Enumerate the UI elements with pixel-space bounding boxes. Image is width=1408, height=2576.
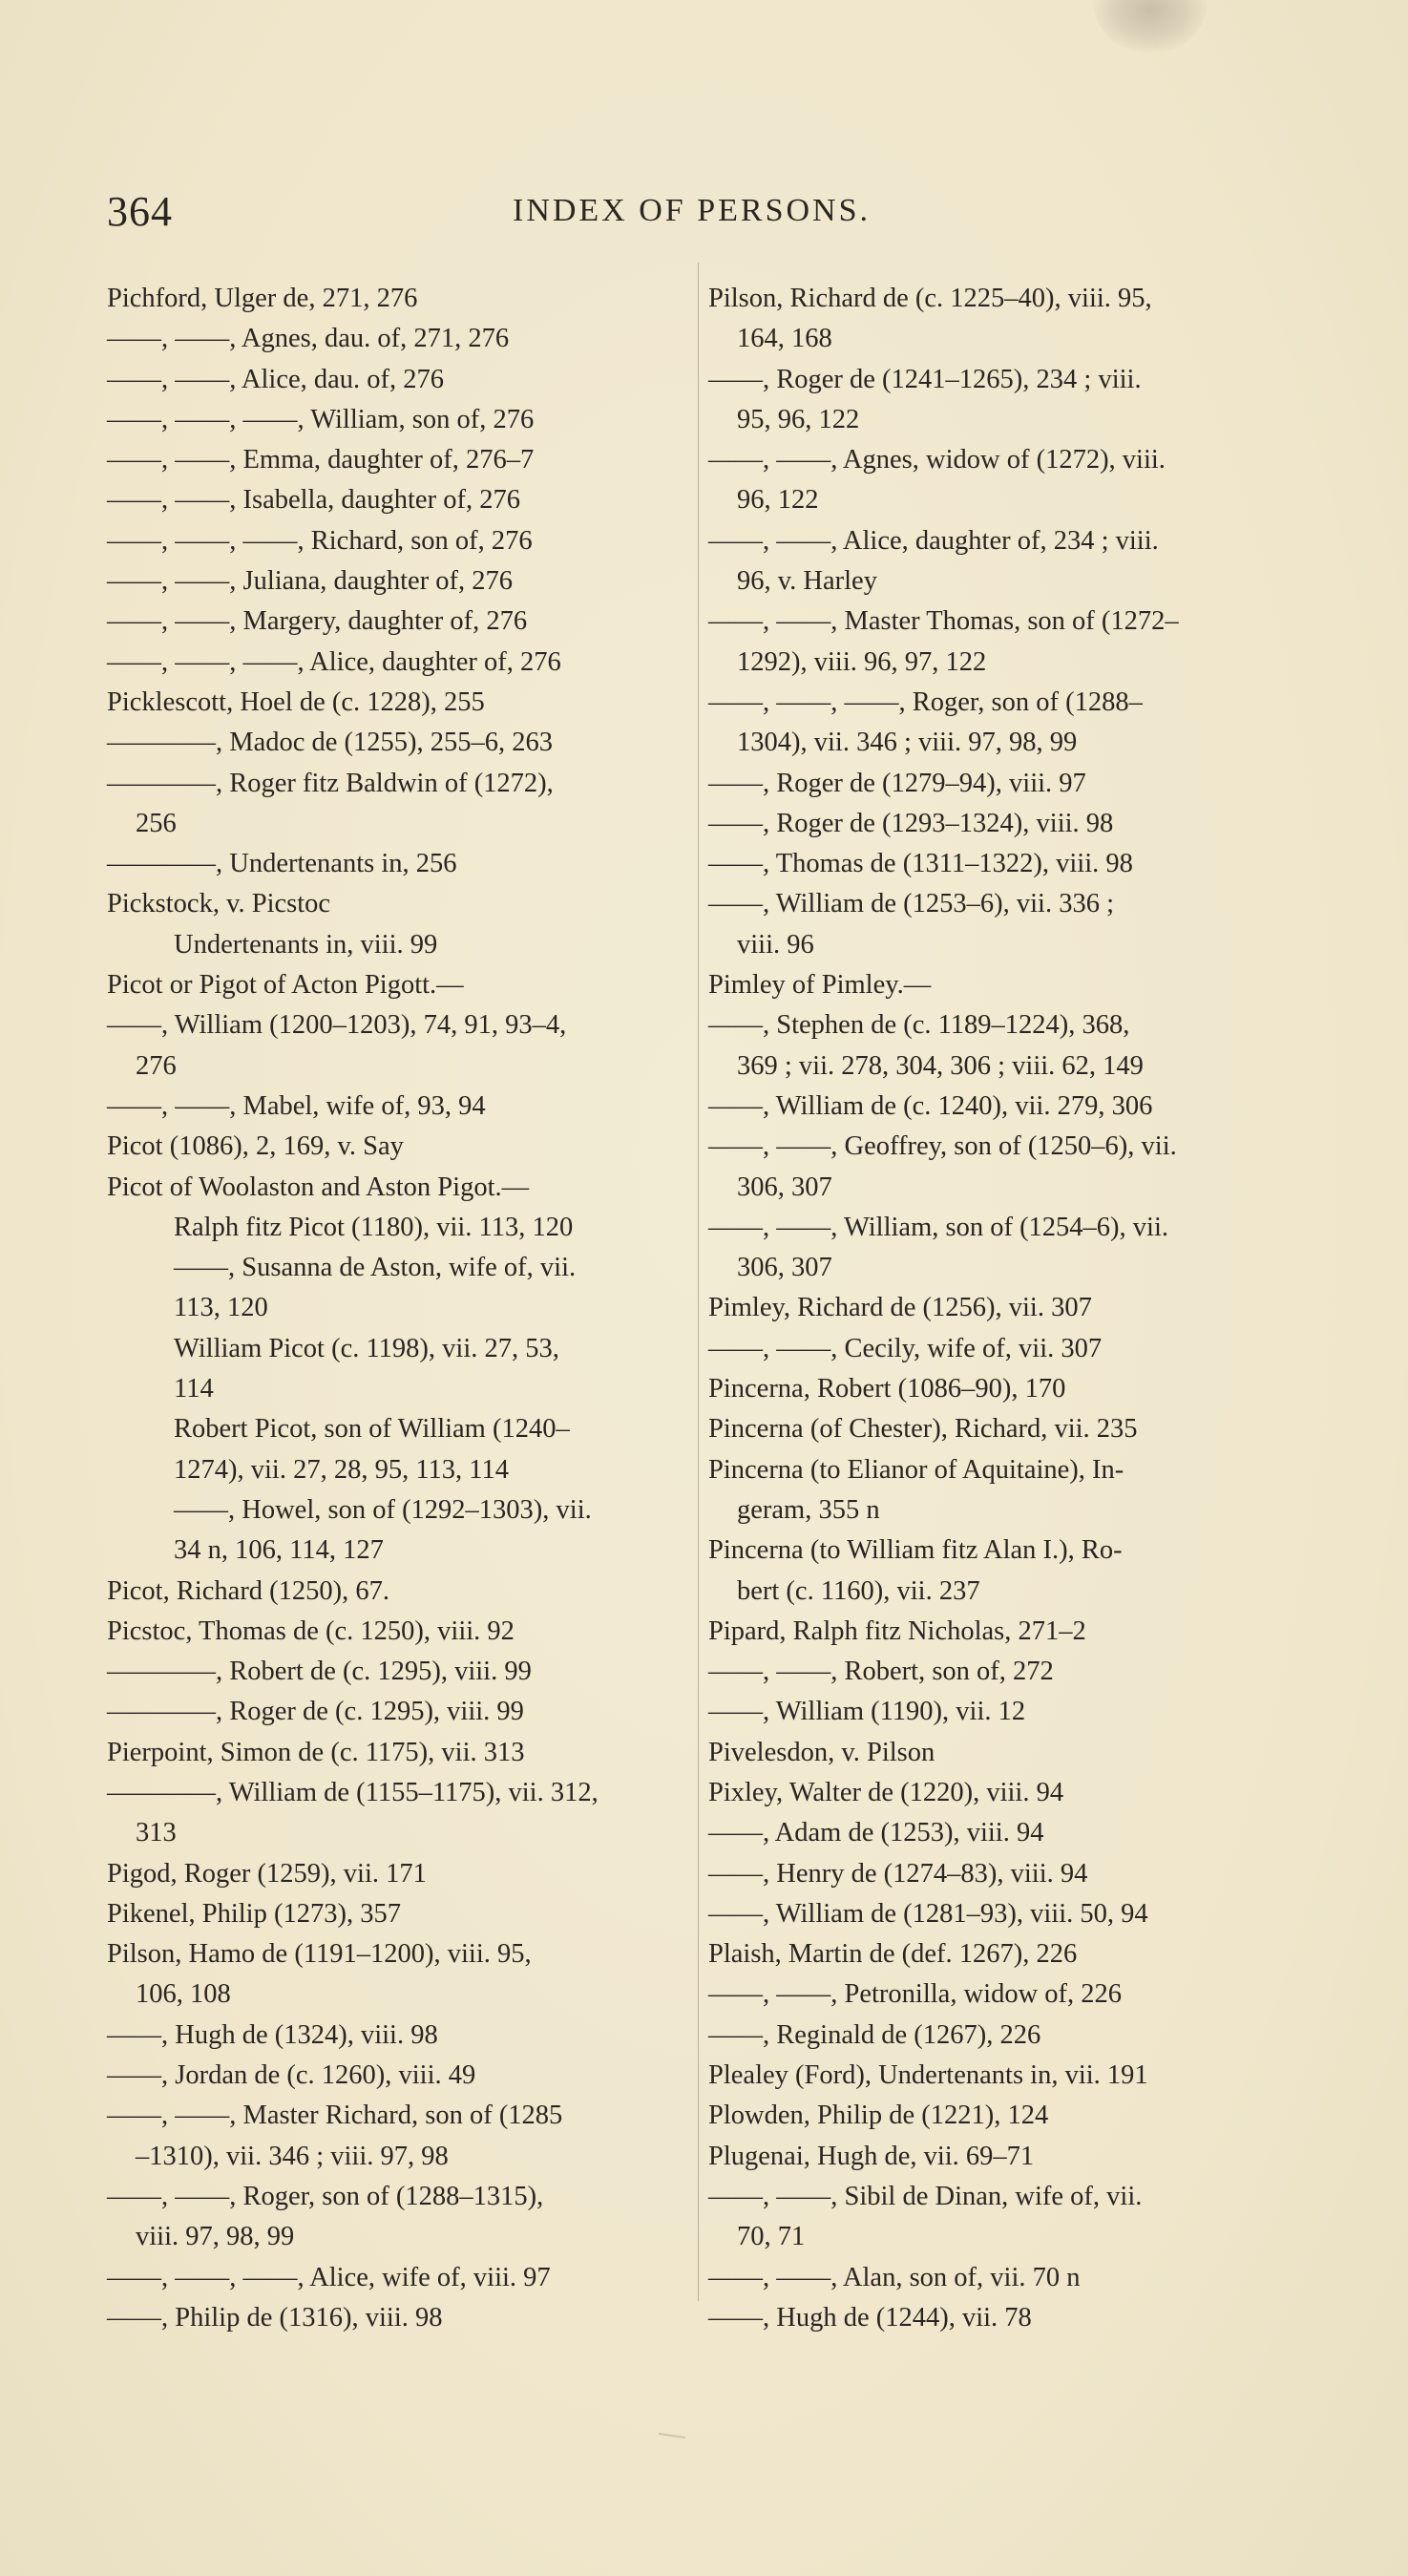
index-entry: ——, ——, Agnes, widow of (1272), viii. bbox=[708, 445, 1166, 475]
index-entry: ——, William de (1253–6), vii. 336 ; bbox=[708, 889, 1114, 919]
index-entry: ————, Roger de (c. 1295), viii. 99 bbox=[107, 1697, 524, 1727]
index-entry: ——, ——, Alice, daughter of, 234 ; viii. bbox=[708, 525, 1159, 556]
index-entry: ——, ——, Mabel, wife of, 93, 94 bbox=[107, 1090, 486, 1121]
index-entry: Pikenel, Philip (1273), 357 bbox=[107, 1898, 401, 1929]
index-entry: ——, ——, Alice, dau. of, 276 bbox=[107, 364, 445, 394]
index-entry: ——, ——, Juliana, daughter of, 276 bbox=[107, 566, 514, 597]
index-entry: Pimley of Pimley.— bbox=[708, 970, 932, 1001]
index-entry: Picot of Woolaston and Aston Pigot.— bbox=[107, 1172, 530, 1202]
index-entry: ——, Roger de (1241–1265), 234 ; viii. bbox=[708, 364, 1142, 394]
index-entry: Picstoc, Thomas de (c. 1250), viii. 92 bbox=[107, 1615, 515, 1646]
index-entry: ——, ——, ——, Alice, wife of, viii. 97 bbox=[107, 2262, 551, 2292]
index-entry: ——, Roger de (1293–1324), viii. 98 bbox=[708, 808, 1114, 838]
page-header bbox=[107, 187, 1310, 235]
index-entry: ——, ——, Geoffrey, son of (1250–6), vii. bbox=[708, 1131, 1177, 1162]
index-entry: 96, 122 bbox=[737, 485, 819, 516]
index-entry: ——, Jordan de (c. 1260), viii. 49 bbox=[107, 2060, 476, 2091]
index-entry: Pimley, Richard de (1256), vii. 307 bbox=[708, 1293, 1092, 1323]
index-entry: ——, Thomas de (1311–1322), viii. 98 bbox=[708, 849, 1133, 879]
index-entry: Pigod, Roger (1259), vii. 171 bbox=[107, 1858, 427, 1889]
index-entry: Picot, Richard (1250), 67. bbox=[107, 1575, 390, 1606]
index-entry: Plowden, Philip de (1221), 124 bbox=[708, 2101, 1049, 2131]
index-entry: ——, ——, ——, Roger, son of (1288– bbox=[708, 686, 1143, 717]
index-entry: ——, ——, ——, Alice, daughter of, 276 bbox=[107, 646, 561, 677]
index-entry: 306, 307 bbox=[737, 1253, 832, 1283]
index-entry: viii. 97, 98, 99 bbox=[136, 2222, 295, 2252]
index-entry: Picklescott, Hoel de (c. 1228), 255 bbox=[107, 686, 485, 717]
index-entry: Pixley, Walter de (1220), viii. 94 bbox=[708, 1777, 1064, 1807]
index-entry: Pivelesdon, v. Pilson bbox=[708, 1737, 935, 1767]
index-entry: Undertenants in, viii. 99 bbox=[174, 929, 438, 960]
index-entry: ————, William de (1155–1175), vii. 312, bbox=[107, 1777, 599, 1807]
index-entry: ——, ——, ——, Richard, son of, 276 bbox=[107, 525, 533, 556]
index-entry: 96, v. Harley bbox=[737, 566, 877, 597]
index-entry: Picot or Pigot of Acton Pigott.— bbox=[107, 970, 464, 1001]
index-entry: ——, ——, Master Richard, son of (1285 bbox=[107, 2101, 563, 2131]
index-entry: Pichford, Ulger de, 271, 276 bbox=[107, 284, 418, 313]
index-entry: Pilson, Hamo de (1191–1200), viii. 95, bbox=[107, 1939, 532, 1970]
index-entry: Pierpoint, Simon de (c. 1175), vii. 313 bbox=[107, 1737, 525, 1767]
index-entry: ————, Roger fitz Baldwin of (1272), bbox=[107, 768, 554, 798]
index-entry: 114 bbox=[174, 1374, 214, 1404]
index-entry: William Picot (c. 1198), vii. 27, 53, bbox=[174, 1333, 559, 1363]
index-column-right bbox=[708, 279, 1291, 2338]
index-entry: ——, ——, ——, William, son of, 276 bbox=[107, 404, 535, 434]
index-entry: 276 bbox=[136, 1050, 177, 1081]
index-entry: 1304), vii. 346 ; viii. 97, 98, 99 bbox=[737, 728, 1078, 758]
index-entry: ——, Stephen de (c. 1189–1224), 368, bbox=[708, 1010, 1130, 1041]
index-entry: Pickstock, v. Picstoc bbox=[107, 889, 331, 919]
index-entry: geram, 355 n bbox=[737, 1494, 880, 1525]
index-entry: ——, Susanna de Aston, wife of, vii. bbox=[174, 1253, 577, 1283]
index-entry: bert (c. 1160), vii. 237 bbox=[737, 1575, 980, 1606]
index-entry: Pincerna (of Chester), Richard, vii. 235 bbox=[708, 1414, 1138, 1445]
index-entry: 369 ; vii. 278, 304, 306 ; viii. 62, 149 bbox=[737, 1050, 1144, 1081]
index-entry: ——, ——, Robert, son of, 272 bbox=[708, 1657, 1054, 1687]
index-entry: ——, William (1190), vii. 12 bbox=[708, 1697, 1026, 1727]
index-entry: Pincerna (to William fitz Alan I.), Ro- bbox=[708, 1535, 1123, 1566]
index-entry: ——, ——, Emma, daughter of, 276–7 bbox=[107, 445, 535, 475]
index-entry: 313 bbox=[136, 1818, 177, 1848]
index-entry: Plealey (Ford), Undertenants in, vii. 191 bbox=[708, 2060, 1148, 2091]
index-entry: 106, 108 bbox=[136, 1979, 231, 2010]
index-entry: Plugenai, Hugh de, vii. 69–71 bbox=[708, 2141, 1035, 2171]
running-title: INDEX OF PERSONS. bbox=[513, 193, 871, 228]
index-entry: Picot (1086), 2, 169, v. Say bbox=[107, 1131, 404, 1162]
index-entry: ——, ——, Isabella, daughter of, 276 bbox=[107, 485, 520, 516]
index-entry: Ralph fitz Picot (1180), vii. 113, 120 bbox=[174, 1212, 574, 1242]
index-entry: 164, 168 bbox=[737, 324, 832, 354]
index-entry: ——, ——, Alan, son of, vii. 70 n bbox=[708, 2262, 1081, 2292]
index-entry: ——, ——, Master Thomas, son of (1272– bbox=[708, 606, 1179, 637]
index-entry: ——, ——, Sibil de Dinan, wife of, vii. bbox=[708, 2181, 1143, 2211]
index-entry: 113, 120 bbox=[174, 1293, 268, 1323]
index-entry: ————, Robert de (c. 1295), viii. 99 bbox=[107, 1657, 532, 1687]
index-entry: ——, Philip de (1316), viii. 98 bbox=[107, 2302, 443, 2333]
index-entry: ——, ——, Agnes, dau. of, 271, 276 bbox=[107, 324, 510, 354]
index-entry: Robert Picot, son of William (1240– bbox=[174, 1414, 570, 1445]
page-number: 364 bbox=[107, 188, 173, 235]
index-entry: ——, William de (1281–93), viii. 50, 94 bbox=[708, 1898, 1148, 1929]
index-entry: 1274), vii. 27, 28, 95, 113, 114 bbox=[174, 1454, 509, 1485]
index-entry: ————, Madoc de (1255), 255–6, 263 bbox=[107, 728, 554, 758]
index-entry: ——, ——, Cecily, wife of, vii. 307 bbox=[708, 1333, 1103, 1363]
index-entry: Pincerna, Robert (1086–90), 170 bbox=[708, 1374, 1066, 1404]
index-entry: Pilson, Richard de (c. 1225–40), viii. 95, bbox=[708, 284, 1152, 313]
index-entry: –1310), vii. 346 ; viii. 97, 98 bbox=[136, 2141, 449, 2171]
index-entry: Pincerna (to Elianor of Aquitaine), In- bbox=[708, 1454, 1124, 1485]
index-entry: Plaish, Martin de (def. 1267), 226 bbox=[708, 1939, 1078, 1970]
page-stain bbox=[1093, 0, 1208, 53]
index-entry: ——, Reginald de (1267), 226 bbox=[708, 2019, 1041, 2050]
index-entry: ——, Hugh de (1244), vii. 78 bbox=[708, 2302, 1032, 2333]
index-entry: ——, ——, Margery, daughter of, 276 bbox=[107, 606, 528, 637]
index-entry: ——, ——, William, son of (1254–6), vii. bbox=[708, 1212, 1169, 1242]
index-entry: 306, 307 bbox=[737, 1172, 832, 1202]
column-divider bbox=[698, 263, 699, 2301]
index-column-left bbox=[107, 279, 680, 2338]
index-entry: 70, 71 bbox=[737, 2222, 806, 2252]
index-entry: 256 bbox=[136, 808, 177, 838]
index-entry: ——, Howel, son of (1292–1303), vii. bbox=[174, 1494, 592, 1525]
index-entry: viii. 96 bbox=[737, 929, 814, 960]
index-entry: ——, William (1200–1203), 74, 91, 93–4, bbox=[107, 1010, 567, 1041]
index-entry: ——, Hugh de (1324), viii. 98 bbox=[107, 2019, 438, 2050]
index-entry: ——, Roger de (1279–94), viii. 97 bbox=[708, 768, 1086, 798]
index-entry: ——, ——, Petronilla, widow of, 226 bbox=[708, 1979, 1123, 2010]
index-entry: 34 n, 106, 114, 127 bbox=[174, 1535, 384, 1566]
index-entry: Pipard, Ralph fitz Nicholas, 271–2 bbox=[708, 1615, 1086, 1646]
index-entry: ——, William de (c. 1240), vii. 279, 306 bbox=[708, 1090, 1153, 1121]
index-entry: ——, ——, Roger, son of (1288–1315), bbox=[107, 2181, 544, 2211]
index-entry: 95, 96, 122 bbox=[737, 404, 860, 434]
index-entry: ——, Adam de (1253), viii. 94 bbox=[708, 1818, 1044, 1848]
index-entry: 1292), viii. 96, 97, 122 bbox=[737, 646, 987, 677]
index-entry: ————, Undertenants in, 256 bbox=[107, 849, 457, 879]
index-entry: ——, Henry de (1274–83), viii. 94 bbox=[708, 1858, 1088, 1889]
page-mark bbox=[659, 2433, 685, 2439]
